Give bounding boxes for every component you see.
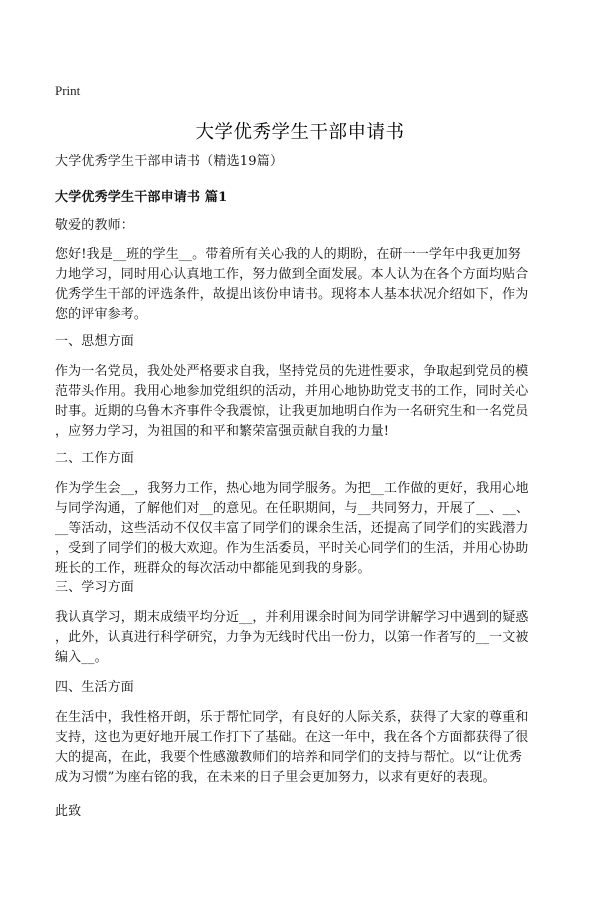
document-title: 大学优秀学生干部申请书 <box>195 122 405 143</box>
life-paragraph <box>55 708 555 788</box>
paragraph-line: ，此外，认真进行科学研究，力争为无线时代出一份力，以第一作者写的__一文被 <box>55 630 529 645</box>
paragraph-line: 作为一名党员，我处处严格要求自我，坚持党员的先进性要求，争取起到党员的模 <box>55 364 529 379</box>
document-subtitle: 大学优秀学生干部申请书（精选19篇） <box>55 154 284 169</box>
paragraph-line: ，受到了同学们的极大欢迎。作为生活委员，平时关心同学们的生活，并用心协助 <box>55 541 529 556</box>
work-paragraph <box>55 479 555 579</box>
study-paragraph <box>55 608 555 668</box>
paragraph-line: 在生活中，我性格开朗，乐于帮忙同学，有良好的人际关系，获得了大家的尊重和 <box>55 710 529 725</box>
heading-ideology: 一、思想方面 <box>55 334 134 349</box>
paragraph-line: 支持，这也为更好地开展工作打下了基础。在这一年中，我在各个方面都获得了很 <box>55 730 529 745</box>
paragraph-line: 作为学生会__，我努力工作，热心地为同学服务。为把__工作做的更好，我用心地 <box>55 481 529 496</box>
paragraph-line: 班长的工作，班群众的每次活动中都能见到我的身影。 <box>55 561 371 576</box>
paragraph-line: 力地学习，同时用心认真地工作，努力做到全面发展。本人认为在各个方面均贴合 <box>55 267 529 282</box>
paragraph-line: 编入__。 <box>55 650 108 665</box>
paragraph-line: __等活动，这些活动不仅仅丰富了同学们的课余生活，还提高了同学们的实践潜力 <box>55 521 529 536</box>
paragraph-line: 我认真学习，期末成绩平均分近__，并利用课余时间为同学讲解学习中遇到的疑惑 <box>55 610 529 625</box>
print-label: Print <box>55 83 81 98</box>
intro-paragraph <box>55 245 555 325</box>
paragraph-line: 时事。近期的乌鲁木齐事件令我震惊，让我更加地明白作为一名研究生和一名党员 <box>55 404 529 419</box>
section-title: 大学优秀学生干部申请书 篇1 <box>55 190 228 205</box>
paragraph-line: 大的提高，在此，我要个性感激教师们的培养和同学们的支持与帮忙。以“让优秀 <box>55 750 523 765</box>
heading-study: 三、学习方面 <box>55 580 134 595</box>
paragraph-line: 您好!我是__班的学生__。带着所有关心我的人的期盼，在研一一学年中我更加努 <box>55 247 521 262</box>
closing: 此致 <box>55 804 82 819</box>
paragraph-line: 范带头作用。我用心地参加党组织的活动，并用心地协助党支书的工作，同时关心 <box>55 384 529 399</box>
paragraph-line: 与同学沟通，了解他们对__的意见。在任职期间，与__共同努力，开展了__、__、 <box>55 501 530 516</box>
paragraph-line: ，应努力学习，为祖国的和平和繁荣富强贡献自我的力量! <box>55 424 390 439</box>
salutation: 敬爱的教师： <box>55 218 134 233</box>
heading-work: 二、工作方面 <box>55 451 134 466</box>
paragraph-line: 您的评审参考。 <box>55 307 148 322</box>
paragraph-line: 优秀学生干部的评选条件，故提出该份申请书。现将本人基本状况介绍如下，作为 <box>55 287 529 302</box>
heading-life: 四、生活方面 <box>55 680 134 695</box>
ideology-paragraph <box>55 362 555 442</box>
paragraph-line: 成为习惯”为座右铭的我，在未来的日子里会更加努力，以求有更好的表现。 <box>55 770 496 785</box>
